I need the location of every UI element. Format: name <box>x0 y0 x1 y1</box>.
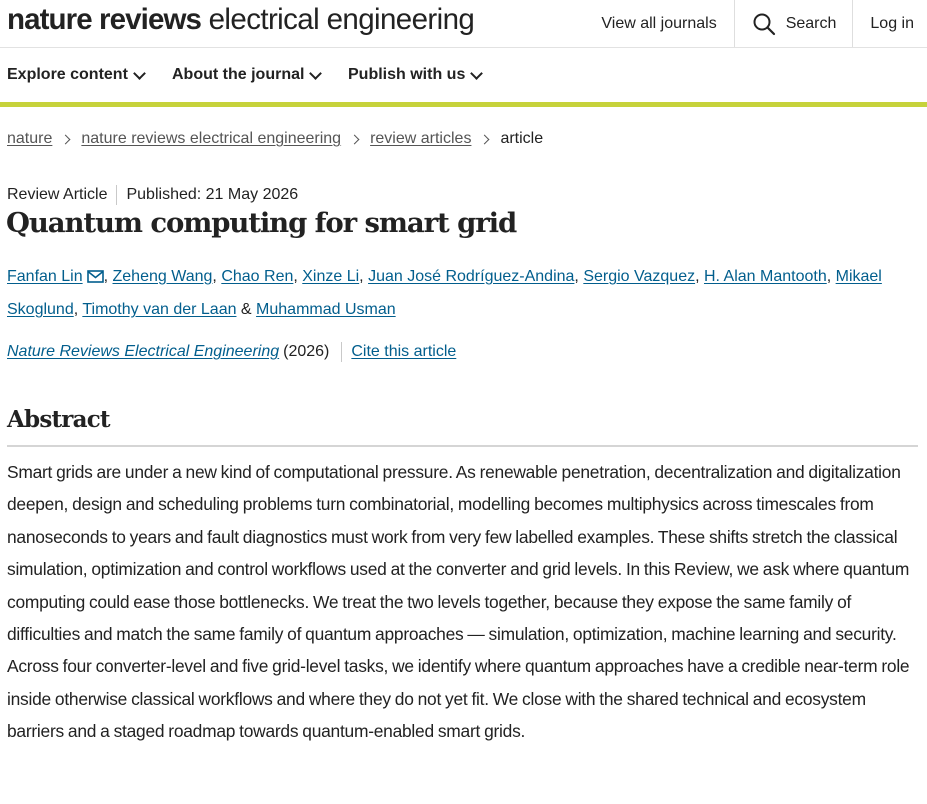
abstract-divider <box>7 445 918 447</box>
article-type: Review Article <box>7 186 108 203</box>
abstract-heading: Abstract <box>7 406 110 433</box>
breadcrumb-current: article <box>500 130 544 147</box>
article-meta <box>7 185 298 205</box>
abstract-text: Smart grids are under a new kind of computational pressure. As renewable penetration, decentralization and digitalization deepen, design and scheduling problems turn combinatorial, modelling becomes multiphysics across timescales from nanoseconds to years and fault diagnostics must work from very few labelled examples. These shifts stretch the classical simulation, optimization and control workflows used at the converter and grid levels. In this Review, we ask where quantum computing could ease those bottlenecks. We treat the two levels together, because they expose the same family of difficulties and match the same family of quantum approaches — simulation, optimization, machine learning and security. Across four converter-level and five grid-level tasks, we identify where quantum approaches have a credible near-term role inside otherwise classical workflows and where they do not yet fit. We close with the shared technical and ecosystem barriers and a staged roadmap towards quantum-enabled smart grids. <box>7 462 910 742</box>
search-label: Search <box>785 14 837 32</box>
author-link[interactable]: Juan José Rodríguez-Andina <box>368 268 575 285</box>
author-link[interactable]: Fanfan Lin <box>7 268 83 285</box>
nav-about-label: About the journal <box>172 66 305 83</box>
author-link[interactable]: H. Alan Mantooth <box>703 268 827 285</box>
logo-light-text: electrical engineering <box>208 3 475 36</box>
search-button[interactable] <box>734 0 853 47</box>
site-header <box>0 0 927 48</box>
logo-bold-text: nature reviews <box>7 3 202 36</box>
author-link[interactable]: Muhammad Usman <box>256 301 396 318</box>
journal-logo[interactable] <box>7 0 474 40</box>
breadcrumb <box>7 128 543 150</box>
search-icon <box>752 12 776 36</box>
citation-divider <box>341 342 342 362</box>
author-link[interactable]: Mikael Skoglund <box>7 268 882 318</box>
chevron-down-icon <box>310 67 323 80</box>
author-link[interactable]: Xinze Li <box>302 268 360 285</box>
author-link[interactable]: Sergio Vazquez <box>583 268 696 285</box>
chevron-right-icon <box>61 134 71 144</box>
journal-name-link[interactable]: Nature Reviews Electrical Engineering <box>7 343 280 360</box>
author-link[interactable]: Zeheng Wang <box>112 268 213 285</box>
author-list: Fanfan Lin , Zeheng Wang, Chao Ren, Xinze Li, Juan José Rodríguez-Andina, Sergio Vazquez, H. Alan Mantooth, Mikael Skoglund, Timothy van der Laan & Muhammad Usman <box>7 268 882 318</box>
nav-accent-bar <box>0 102 927 107</box>
cite-this-article-link[interactable]: Cite this article <box>351 343 457 360</box>
chevron-right-icon <box>350 134 360 144</box>
nav-explore-label: Explore content <box>7 66 128 83</box>
mail-icon[interactable] <box>87 270 104 283</box>
author-link[interactable]: Timothy van der Laan <box>82 301 237 318</box>
chevron-down-icon <box>470 67 483 80</box>
breadcrumb-nature[interactable]: nature <box>7 130 53 147</box>
author-link[interactable]: Chao Ren <box>221 268 294 285</box>
top-nav <box>584 0 927 47</box>
publication-year: (2026) <box>283 343 330 360</box>
nav-publish-label: Publish with us <box>348 66 466 83</box>
chevron-down-icon <box>133 67 146 80</box>
chevron-right-icon <box>480 134 490 144</box>
nav-publish-with-us[interactable] <box>348 66 481 84</box>
breadcrumb-review-articles[interactable]: review articles <box>370 130 472 147</box>
journal-citation-line <box>7 342 456 362</box>
published-date: Published: 21 May 2026 <box>126 186 299 203</box>
login-link[interactable]: Log in <box>852 0 927 47</box>
article-title: Quantum computing for smart grid <box>6 207 517 239</box>
breadcrumb-journal[interactable]: nature reviews electrical engineering <box>81 130 342 147</box>
nav-explore-content[interactable] <box>7 66 144 84</box>
main-nav <box>0 48 927 103</box>
nav-about-journal[interactable] <box>172 66 320 84</box>
meta-divider <box>116 185 117 205</box>
view-all-journals-link[interactable]: View all journals <box>601 14 717 32</box>
